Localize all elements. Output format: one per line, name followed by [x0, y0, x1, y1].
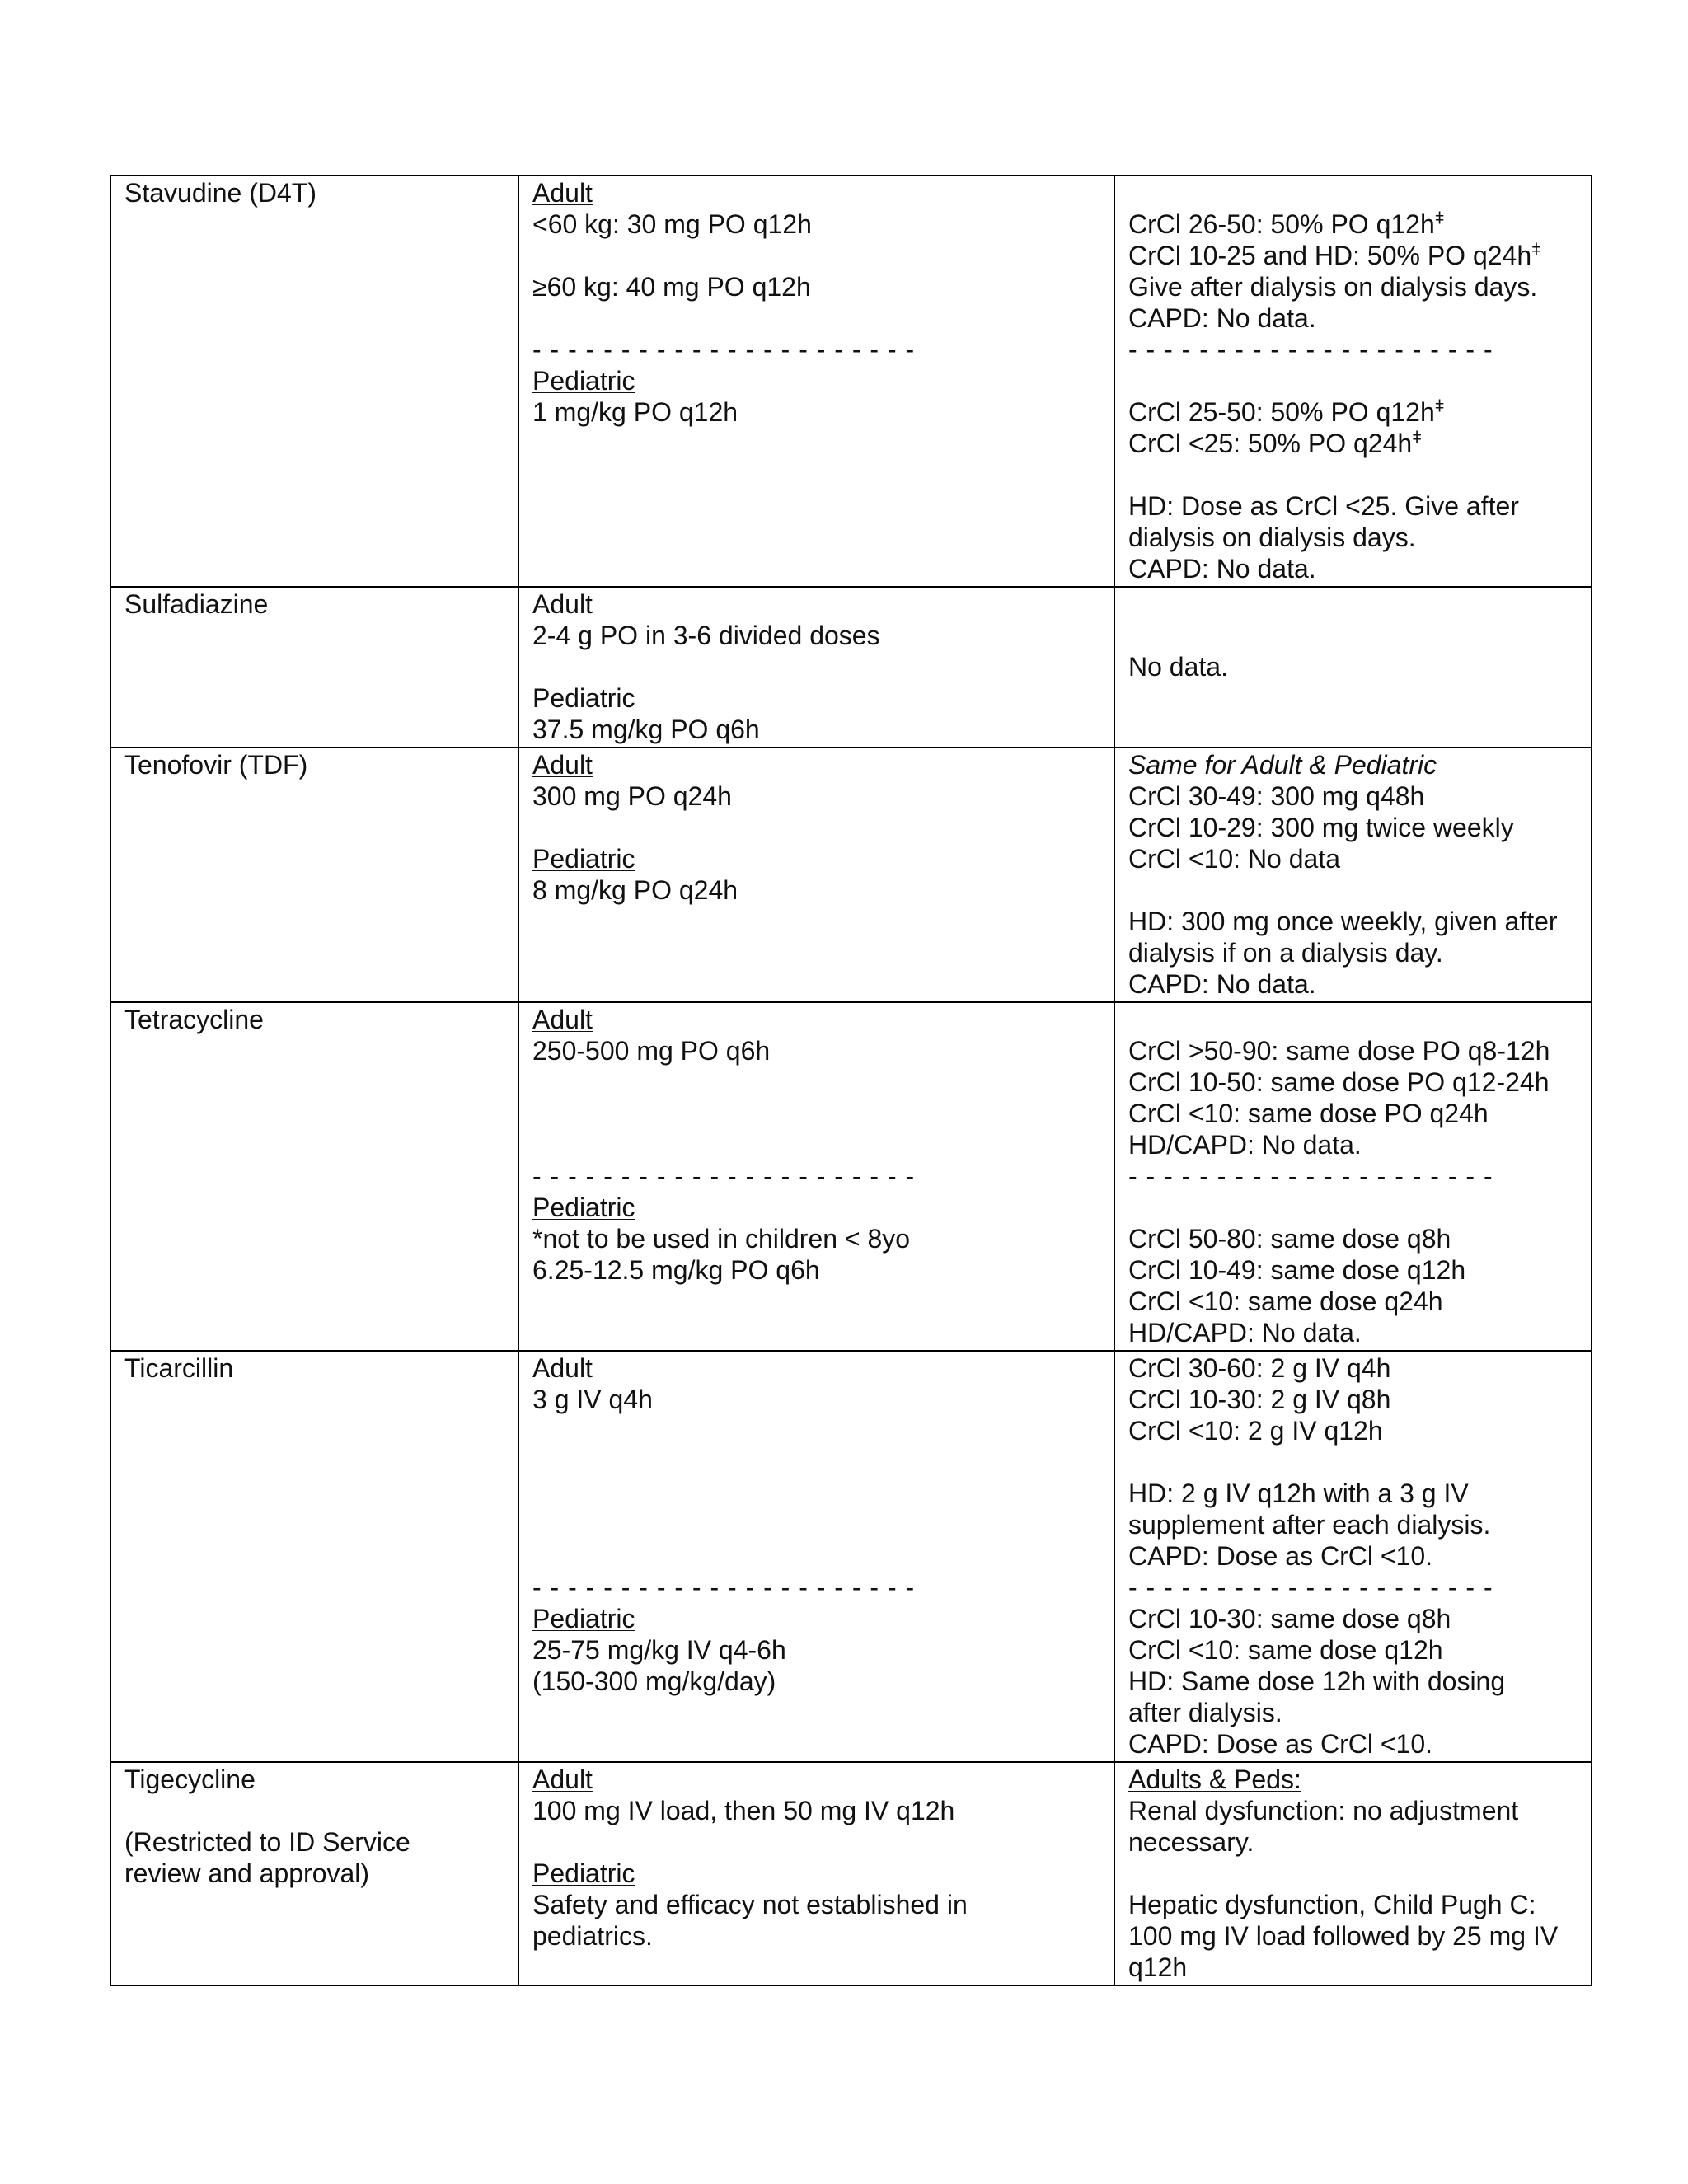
- renal-line: [1128, 1858, 1578, 1889]
- renal-line: [1128, 1254, 1578, 1286]
- dashed-divider: [532, 334, 1100, 365]
- renal-line-text: CrCl 10-49: same dose q12h: [1128, 1255, 1466, 1285]
- dose-line: [532, 1223, 1100, 1254]
- renal-line-text: CrCl 10-30: same dose q8h: [1128, 1604, 1451, 1633]
- dose-line-text: 300 mg PO q24h: [532, 781, 732, 811]
- dose-line-text: 3 g IV q4h: [532, 1385, 653, 1414]
- renal-line: [1128, 812, 1578, 843]
- dose-line-text: 250-500 mg PO q6h: [532, 1036, 771, 1066]
- population-heading: [532, 1352, 1100, 1384]
- dose-line-text: 25-75 mg/kg IV q4-6h: [532, 1635, 786, 1665]
- renal-line: [1128, 620, 1578, 651]
- population-heading-text: Pediatric: [532, 1193, 635, 1222]
- renal-line: [1128, 240, 1578, 271]
- renal-line: [1128, 1697, 1578, 1728]
- renal-line: [1128, 1192, 1578, 1223]
- dose-line: [532, 1129, 1100, 1160]
- renal-line-text: CrCl <10: same dose q12h: [1128, 1635, 1443, 1665]
- renal-line-text: CrCl <10: 2 g IV q12h: [1128, 1416, 1383, 1446]
- drug-name-cell: [110, 587, 518, 748]
- renal-line: [1128, 1478, 1578, 1509]
- renal-line: [1128, 1509, 1578, 1540]
- renal-line-text: CrCl <25: 50% PO q24h: [1128, 429, 1413, 458]
- renal-line-text: dialysis on dialysis days.: [1128, 523, 1416, 552]
- renal-line-text: CrCl 10-30: 2 g IV q8h: [1128, 1385, 1391, 1414]
- dashed-divider-text: - - - - - - - - - - - - - - - - - - - - -: [1128, 1572, 1493, 1602]
- renal-adjustment-cell: [1114, 587, 1592, 748]
- renal-line: [1128, 937, 1578, 968]
- dose-line-text: ≥60 kg: 40 mg PO q12h: [532, 272, 811, 302]
- renal-line-text: CrCl <10: No data: [1128, 844, 1341, 874]
- renal-line: [1128, 1603, 1578, 1634]
- dose-cell: [518, 176, 1114, 587]
- dose-line: [532, 1384, 1100, 1415]
- renal-line: [1128, 651, 1578, 682]
- dashed-divider: [1128, 1160, 1578, 1192]
- dose-line-text: (150-300 mg/kg/day): [532, 1666, 776, 1696]
- dose-line: [532, 1509, 1100, 1540]
- renal-line: [1128, 1352, 1578, 1384]
- renal-line-text: CrCl 10-50: same dose PO q12-24h: [1128, 1067, 1550, 1097]
- renal-line-text: Give after dialysis on dialysis days.: [1128, 272, 1538, 302]
- renal-line: [1128, 1795, 1578, 1826]
- renal-line: [1128, 906, 1578, 937]
- population-heading: [532, 1603, 1100, 1634]
- renal-line: [1128, 271, 1578, 302]
- renal-line-text: CAPD: No data.: [1128, 554, 1316, 583]
- renal-line-text: CrCl 30-60: 2 g IV q4h: [1128, 1353, 1391, 1383]
- dashed-divider-text: - - - - - - - - - - - - - - - - - - - - -: [1128, 335, 1493, 364]
- footnote-marker: ǂ: [1412, 429, 1422, 448]
- renal-adjustment-cell: [1114, 1002, 1592, 1351]
- dose-cell: [518, 1351, 1114, 1762]
- renal-line-text: CrCl 10-29: 300 mg twice weekly: [1128, 813, 1514, 842]
- renal-adjustment-cell: [1114, 1762, 1592, 1985]
- renal-line-text: Hepatic dysfunction, Child Pugh C:: [1128, 1890, 1536, 1919]
- population-heading: [532, 177, 1100, 209]
- renal-line-text: HD: Dose as CrCl <25. Give after: [1128, 491, 1519, 521]
- note-heading-text: Same for Adult & Pediatric: [1128, 750, 1437, 780]
- dose-line: [532, 1540, 1100, 1572]
- renal-adjustment-cell: [1114, 1351, 1592, 1762]
- dose-line: [532, 240, 1100, 271]
- renal-line: [1128, 780, 1578, 812]
- dose-cell: [518, 748, 1114, 1002]
- population-heading: [532, 682, 1100, 714]
- population-heading: [532, 1858, 1100, 1889]
- dose-line: [532, 1254, 1100, 1286]
- renal-line: [1128, 588, 1578, 620]
- dashed-divider-text: - - - - - - - - - - - - - - - - - - - - - -: [532, 1572, 916, 1602]
- dose-line: [532, 396, 1100, 428]
- renal-line-text: CrCl 30-49: 300 mg q48h: [1128, 781, 1425, 811]
- renal-line: [1128, 1066, 1578, 1098]
- population-heading-text: Pediatric: [532, 366, 635, 396]
- dose-line-text: 2-4 g PO in 3-6 divided doses: [532, 621, 880, 650]
- renal-line-text: CAPD: No data.: [1128, 969, 1316, 999]
- renal-line-text: CrCl 26-50: 50% PO q12h: [1128, 209, 1435, 239]
- drug-name: Tigecycline: [124, 1765, 256, 1794]
- population-heading: [532, 1192, 1100, 1223]
- renal-line: [1128, 1098, 1578, 1129]
- renal-line: [1128, 177, 1578, 209]
- renal-line: [1128, 396, 1578, 428]
- dose-line: [532, 651, 1100, 682]
- dashed-divider: [1128, 334, 1578, 365]
- dose-line: [532, 302, 1100, 334]
- dose-line-text: 37.5 mg/kg PO q6h: [532, 715, 760, 744]
- renal-line: [1128, 365, 1578, 396]
- renal-line: [1128, 209, 1578, 240]
- renal-line: [1128, 1317, 1578, 1348]
- renal-line-text: HD: Same dose 12h with dosing: [1128, 1666, 1506, 1696]
- dose-line: [532, 1889, 1100, 1920]
- table-row-tenofovir-tdf: [110, 748, 1592, 1002]
- dose-line: [532, 271, 1100, 302]
- population-heading: [532, 749, 1100, 780]
- population-heading-text: Adult: [532, 589, 593, 619]
- renal-line-text: HD: 300 mg once weekly, given after: [1128, 907, 1558, 936]
- renal-line: [1128, 302, 1578, 334]
- dose-line: [532, 1098, 1100, 1129]
- renal-line-text: dialysis if on a dialysis day.: [1128, 938, 1443, 968]
- drug-note-line: (Restricted to ID Service: [124, 1827, 410, 1857]
- dashed-divider: [532, 1160, 1100, 1192]
- renal-line: [1128, 874, 1578, 906]
- renal-line-text: 100 mg IV load followed by 25 mg IV: [1128, 1921, 1559, 1951]
- drug-note-line: review and approval): [124, 1858, 370, 1888]
- drug-name-cell: [110, 1351, 518, 1762]
- dose-line: [532, 1666, 1100, 1697]
- dose-cell: [518, 587, 1114, 748]
- note-heading: [1128, 749, 1578, 780]
- renal-line: [1128, 1415, 1578, 1446]
- population-heading-text: Pediatric: [532, 683, 635, 713]
- population-heading-text: Adult: [532, 1765, 593, 1794]
- drug-note-line: [124, 1795, 504, 1826]
- footnote-marker: ǂ: [1531, 241, 1541, 260]
- dose-line-text: *not to be used in children < 8yo: [532, 1224, 911, 1254]
- dose-line-text: 8 mg/kg PO q24h: [532, 875, 738, 905]
- renal-line: [1128, 1286, 1578, 1317]
- renal-line: [1128, 1826, 1578, 1858]
- renal-line: [1128, 428, 1578, 459]
- renal-line-text: CrCl >50-90: same dose PO q8-12h: [1128, 1036, 1550, 1066]
- table-row-sulfadiazine: [110, 587, 1592, 748]
- renal-line-text: HD/CAPD: No data.: [1128, 1130, 1362, 1160]
- population-heading-text: Adult: [532, 750, 593, 780]
- dose-line: [532, 780, 1100, 812]
- renal-line: [1128, 459, 1578, 490]
- renal-line: [1128, 1889, 1578, 1920]
- renal-line-text: Renal dysfunction: no adjustment: [1128, 1796, 1519, 1825]
- drug-name-cell: [110, 748, 518, 1002]
- dose-line: [532, 874, 1100, 906]
- renal-line: [1128, 1540, 1578, 1572]
- drug-name: Ticarcillin: [124, 1353, 234, 1383]
- renal-line: [1128, 1952, 1578, 1983]
- renal-line-text: after dialysis.: [1128, 1698, 1282, 1727]
- renal-line: [1128, 1223, 1578, 1254]
- table-row-tigecycline: [110, 1762, 1592, 1985]
- renal-adjustment-cell: [1114, 748, 1592, 1002]
- population-heading: [532, 843, 1100, 874]
- dose-line: [532, 1795, 1100, 1826]
- dose-line: [532, 1446, 1100, 1478]
- footnote-marker: ǂ: [1434, 397, 1445, 416]
- renal-line: [1128, 843, 1578, 874]
- drug-name-cell: [110, 1762, 518, 1985]
- population-heading-text: Pediatric: [532, 844, 635, 874]
- drug-name: Sulfadiazine: [124, 589, 269, 619]
- dose-line: [532, 209, 1100, 240]
- dose-line: [532, 1920, 1100, 1952]
- dose-line: [532, 1634, 1100, 1666]
- drug-name: Stavudine (D4T): [124, 178, 316, 208]
- dose-line-text: Safety and efficacy not established in: [532, 1890, 968, 1919]
- renal-line-text: CAPD: No data.: [1128, 303, 1316, 333]
- renal-line: [1128, 1446, 1578, 1478]
- drug-name-cell: [110, 1002, 518, 1351]
- population-heading: [532, 1004, 1100, 1035]
- dose-line-text: 100 mg IV load, then 50 mg IV q12h: [532, 1796, 955, 1825]
- population-heading: [532, 588, 1100, 620]
- renal-line-text: HD: 2 g IV q12h with a 3 g IV: [1128, 1479, 1469, 1508]
- population-heading-text: Adult: [532, 1353, 593, 1383]
- population-heading-text: Adult: [532, 1005, 593, 1034]
- section-heading-text: Adults & Peds:: [1128, 1765, 1301, 1794]
- renal-line-text: q12h: [1128, 1952, 1188, 1982]
- renal-line-text: CrCl 25-50: 50% PO q12h: [1128, 397, 1435, 427]
- drug-name: Tetracycline: [124, 1005, 264, 1034]
- renal-line-text: necessary.: [1128, 1827, 1254, 1857]
- renal-line-text: CrCl <10: same dose PO q24h: [1128, 1099, 1489, 1128]
- renal-line-text: HD/CAPD: No data.: [1128, 1318, 1362, 1347]
- dose-line-text: pediatrics.: [532, 1921, 653, 1951]
- dose-line: [532, 1478, 1100, 1509]
- renal-line: [1128, 968, 1578, 1000]
- dashed-divider: [532, 1572, 1100, 1603]
- renal-line: [1128, 1920, 1578, 1952]
- dose-line-text: 1 mg/kg PO q12h: [532, 397, 738, 427]
- dashed-divider-text: - - - - - - - - - - - - - - - - - - - - - -: [532, 335, 916, 364]
- dashed-divider-text: - - - - - - - - - - - - - - - - - - - - - -: [532, 1161, 916, 1191]
- drug-name-cell: [110, 176, 518, 587]
- dose-cell: [518, 1002, 1114, 1351]
- renal-line: [1128, 490, 1578, 522]
- table-row-ticarcillin: [110, 1351, 1592, 1762]
- dose-line: [532, 714, 1100, 745]
- renal-line: [1128, 1384, 1578, 1415]
- population-heading-text: Pediatric: [532, 1604, 635, 1633]
- renal-line: [1128, 1634, 1578, 1666]
- dose-line-text: 6.25-12.5 mg/kg PO q6h: [532, 1255, 820, 1285]
- renal-line-text: CrCl 10-25 and HD: 50% PO q24h: [1128, 241, 1532, 270]
- dashed-divider: [1128, 1572, 1578, 1603]
- renal-line: [1128, 1129, 1578, 1160]
- renal-line: [1128, 522, 1578, 553]
- dose-line: [532, 812, 1100, 843]
- footnote-marker: ǂ: [1434, 209, 1445, 228]
- population-heading: [532, 1764, 1100, 1795]
- dose-cell: [518, 1762, 1114, 1985]
- renal-line-text: No data.: [1128, 652, 1228, 682]
- population-heading-text: Adult: [532, 178, 593, 208]
- population-heading-text: Pediatric: [532, 1858, 635, 1888]
- renal-line: [1128, 1666, 1578, 1697]
- renal-line-text: CrCl <10: same dose q24h: [1128, 1286, 1443, 1316]
- renal-line: [1128, 1004, 1578, 1035]
- dose-line: [532, 1826, 1100, 1858]
- population-heading: [532, 365, 1100, 396]
- table-row-tetracycline: [110, 1002, 1592, 1351]
- dose-line: [532, 620, 1100, 651]
- dose-line: [532, 1035, 1100, 1066]
- table-body: [110, 176, 1592, 1985]
- section-heading: [1128, 1764, 1578, 1795]
- dose-line-text: <60 kg: 30 mg PO q12h: [532, 209, 812, 239]
- table-row-stavudine-d4t: [110, 176, 1592, 587]
- dashed-divider-text: - - - - - - - - - - - - - - - - - - - - -: [1128, 1161, 1493, 1191]
- renal-adjustment-cell: [1114, 176, 1592, 587]
- renal-line-text: CAPD: Dose as CrCl <10.: [1128, 1729, 1433, 1759]
- drug-name: Tenofovir (TDF): [124, 750, 308, 780]
- renal-line: [1128, 1035, 1578, 1066]
- dose-line: [532, 1415, 1100, 1446]
- renal-line-text: supplement after each dialysis.: [1128, 1510, 1491, 1540]
- renal-line: [1128, 553, 1578, 584]
- dose-line: [532, 1066, 1100, 1098]
- renal-line: [1128, 1728, 1578, 1760]
- renal-line-text: CrCl 50-80: same dose q8h: [1128, 1224, 1451, 1254]
- drug-dosing-table: [110, 175, 1592, 1986]
- renal-line-text: CAPD: Dose as CrCl <10.: [1128, 1541, 1433, 1571]
